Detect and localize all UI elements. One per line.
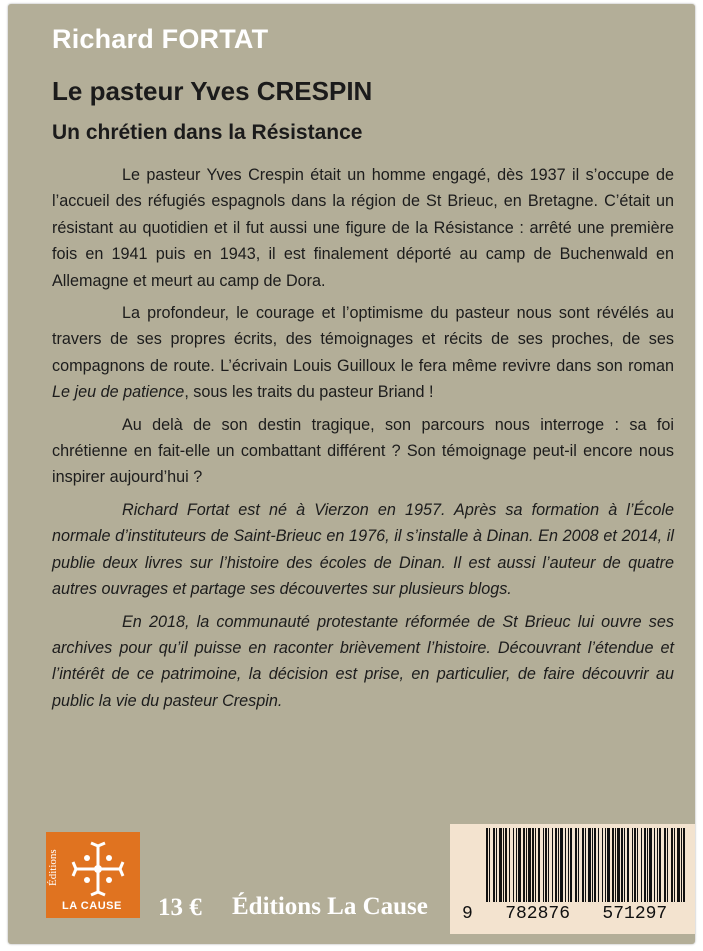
blurb-paragraph: Le pasteur Yves Crespin était un homme engagé, dès 1937 il s’occupe de l’accueil des réfugiés espagnols dans la région de St Brieuc, en Bretagne. C’était un résistant au quotidien et il fut aussi une figure de la Résistance : arrêté une première fois en 1941 puis en 1943, il est finalement déporté au camp de Buchenwald en Allemagne et meurt au camp de Dora. xyxy=(52,166,674,290)
book-back-cover xyxy=(8,4,695,944)
blurb-text: La profondeur, le courage et l’optimisme du pasteur nous sont révélés au travers de ses propres écrits, des témoignages et récits de ses proches, de ses compagnons de route. L’écrivain Louis Guilloux le fera même revivre dans son roman xyxy=(52,304,674,375)
blurb-paragraph: Au delà de son destin tragique, son parcours nous interroge : sa foi chrétienne en fait-elle un combattant différent ? Son témoignage peut-il encore nous inspirer aujourd’hui ? xyxy=(52,415,674,487)
book-title: Le pasteur Yves CRESPIN xyxy=(52,76,373,106)
author-name: Richard FORTAT xyxy=(52,24,269,54)
isbn-digits: 9 782876 571297 xyxy=(462,904,668,924)
blurb xyxy=(52,162,674,720)
author-bio-paragraph: Richard Fortat est né à Vierzon en 1957. Après sa formation à l’École normale d’instituteurs de Saint-Brieuc en 1976, il s’installe à Dinan. En 2008 et 2014, il publie deux livres sur l’histoire des écoles de Dinan. Il est aussi l’auteur de quatre autres ouvrages et partage ses découvertes sur plusieurs blogs. xyxy=(52,500,674,599)
logo-vertical-text: Éditions xyxy=(47,849,59,887)
author-bio-paragraph: En 2018, la communauté protestante réformée de St Brieuc lui ouvre ses archives pour qu’il puisse en raconter brièvement l’histoire. Découvrant l’étendue et l’intérêt de ce patrimoine, la décision est prise, en particulier, de faire découvrir au public la vie du pasteur Crespin. xyxy=(52,612,674,710)
huguenot-cross-icon xyxy=(68,840,128,898)
price: 13 € xyxy=(158,894,202,921)
logo-name: LA CAUSE xyxy=(62,900,122,912)
blurb-text: , sous les traits du pasteur Briand ! xyxy=(184,383,434,402)
barcode xyxy=(486,828,686,902)
novel-title: Le jeu de patience xyxy=(52,383,185,402)
barcode-panel xyxy=(450,824,695,934)
publisher-name: Éditions La Cause xyxy=(232,893,428,920)
blurb-paragraph xyxy=(52,300,674,406)
book-subtitle: Un chrétien dans la Résistance xyxy=(52,121,363,144)
publisher-logo xyxy=(46,832,140,918)
